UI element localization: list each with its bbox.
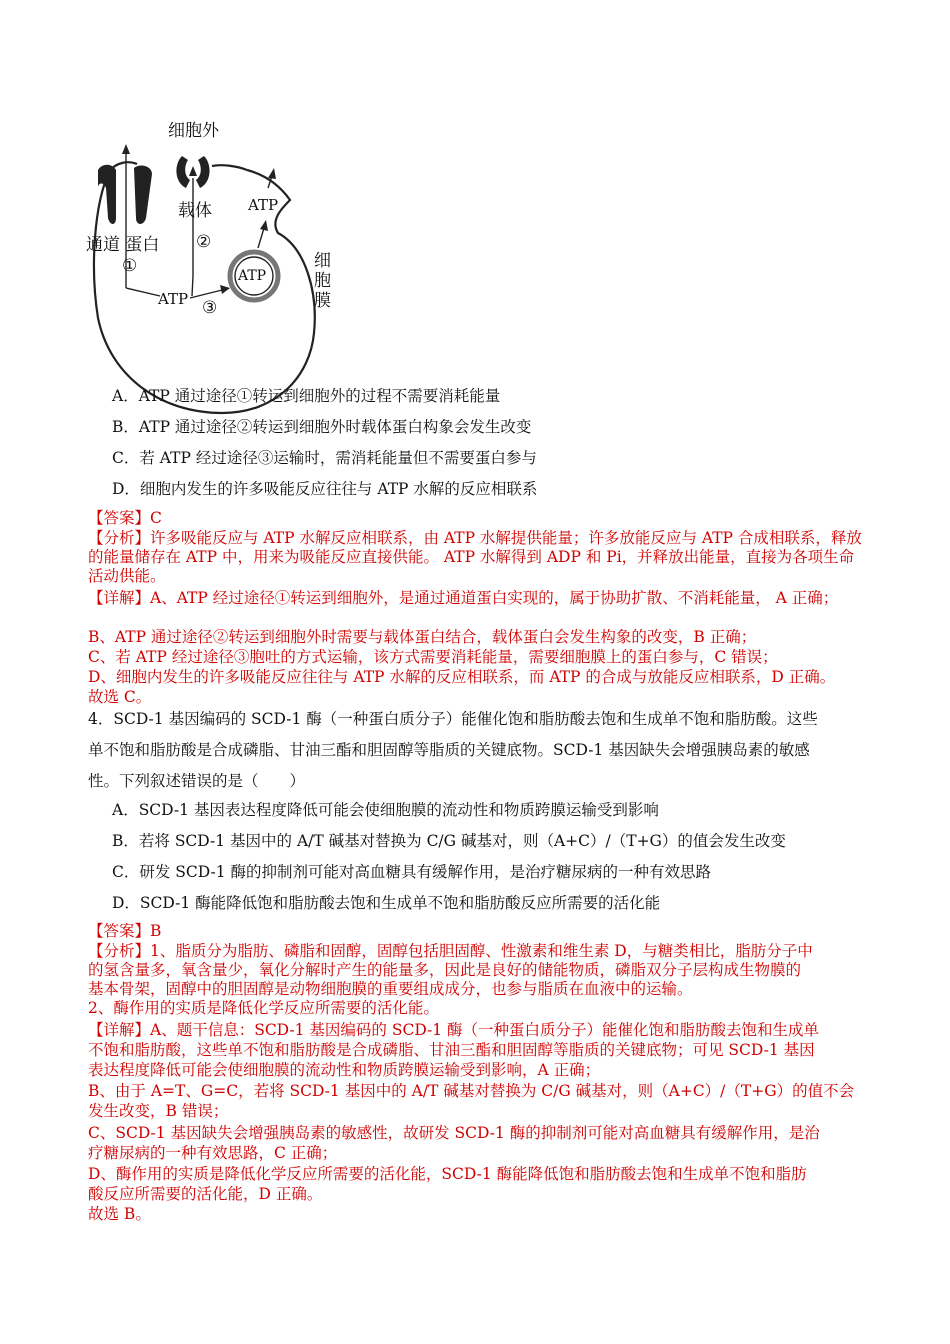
q4-stem-line-3: 性。下列叙述错误的是（ ） — [88, 772, 306, 790]
path3-label: ③ — [202, 298, 218, 318]
carrier-protein-right — [196, 156, 210, 188]
q4-option-d: D．SCD-1 酶能降低饱和脂肪酸去饱和生成单不饱和脂肪酸反应所需要的活化能 — [112, 894, 661, 912]
q4-conclusion: 故选 B。 — [88, 1205, 151, 1223]
q4-option-a: A．SCD-1 基因表达程度降低可能会使细胞膜的流动性和物质跨膜运输受到影响 — [112, 801, 659, 819]
q3-option-a: A．ATP 通过途径①转运到细胞外的过程不需要消耗能量 — [112, 387, 501, 405]
path1-label: ① — [122, 256, 138, 276]
cell-membrane-top-right — [212, 165, 247, 170]
q4-analysis-line-2: 的氢含量多，氧含量少，氧化分解时产生的能量多，因此是良好的储能物质，磷脂双分子层构成生物膜的 — [88, 961, 802, 979]
q4-detail-line-1: 【详解】A、题干信息：SCD-1 基因编码的 SCD-1 酶（一种蛋白质分子）能催化饱和脂肪酸去饱和生成单 — [88, 1021, 820, 1039]
q3-answer: 【答案】C — [88, 509, 162, 527]
q4-analysis-line-4: 2、酶作用的实质是降低化学反应所需要的活化能。 — [88, 999, 439, 1017]
q4-detail-line-8: D、酶作用的实质是降低化学反应所需要的活化能，SCD-1 酶能降低饱和脂肪酸去饱和生成单不饱和脂肪 — [88, 1165, 807, 1183]
q4-detail-line-9: 酸反应所需要的活化能，D 正确。 — [88, 1185, 323, 1203]
vesicle-exocytosis-line — [258, 228, 264, 248]
q4-detail-line-2: 不饱和脂肪酸，这些单不饱和脂肪酸是合成磷脂、甘油三酯和胆固醇等脂质的关键底物；可见 SCD-1 基因 — [88, 1041, 815, 1059]
q3-detail-c: C、若 ATP 经过途径③胞吐的方式运输，该方式需要消耗能量，需要细胞膜上的蛋白参与，C 错误； — [88, 648, 778, 666]
q4-detail-line-6: C、SCD-1 基因缺失会增强胰岛素的敏感性，故研发 SCD-1 酶的抑制剂可能对高血糖具有缓解作用，是治 — [88, 1124, 820, 1142]
carrier-label: 载体 — [178, 201, 212, 221]
channel-protein-right — [134, 166, 152, 224]
q3-option-b: B．ATP 通过途径②转运到细胞外时载体蛋白构象会发生改变 — [112, 418, 532, 436]
atp-to-path1 — [126, 288, 160, 296]
q4-stem-line-1: 4．SCD-1 基因编码的 SCD-1 酶（一种蛋白质分子）能催化饱和脂肪酸去饱和生成单不饱和脂肪酸。这些 — [88, 710, 818, 728]
q3-detail-b: B、ATP 通过途径②转运到细胞外时需要与载体蛋白结合，载体蛋白会发生构象的改变，B 正确； — [88, 628, 757, 646]
released-atp-arrowhead — [268, 168, 276, 179]
q4-stem-line-2: 单不饱和脂肪酸是合成磷脂、甘油三酯和胆固醇等脂质的关键底物。SCD-1 基因缺失会增强胰岛素的敏感 — [88, 741, 810, 759]
vesicle-atp-label: ATP — [238, 268, 267, 284]
path3-arrowhead — [220, 285, 230, 294]
q4-detail-line-7: 疗糖尿病的一种有效思路，C 正确； — [88, 1144, 338, 1162]
q4-analysis-line-3: 基本骨架，固醇中的胆固醇是动物细胞膜的重要组成成分，也参与脂质在血液中的运输。 — [88, 980, 693, 998]
q4-answer: 【答案】B — [88, 922, 162, 940]
path2-label: ② — [196, 232, 212, 252]
q3-option-c: C．若 ATP 经过途径③运输时，需消耗能量但不需要蛋白参与 — [112, 449, 537, 467]
q4-detail-line-3: 表达程度降低可能会使细胞膜的流动性和物质跨膜运输受到影响，A 正确； — [88, 1061, 601, 1079]
outside-label: 细胞外 — [168, 121, 219, 141]
q3-detail-a: 【详解】A、ATP 经过途径①转运到细胞外，是通过通道蛋白实现的，属于协助扩散、不消耗能量， A 正确； — [88, 589, 839, 607]
released-atp-label: ATP — [248, 196, 279, 214]
q3-detail-d: D、细胞内发生的许多吸能反应往往与 ATP 水解的反应相联系，而 ATP 的合成与放能反应相联系，D 正确。 — [88, 668, 836, 686]
atp-transport-figure — [82, 108, 342, 420]
path1-arrowhead — [122, 144, 130, 154]
cell-diagram — [82, 108, 342, 420]
q4-detail-line-5: 发生改变，B 错误； — [88, 1102, 229, 1120]
membrane-label-3: 膜 — [314, 291, 331, 311]
membrane-label-2: 胞 — [314, 271, 331, 291]
q3-conclusion: 故选 C。 — [88, 688, 152, 706]
q3-option-d: D．细胞内发生的许多吸能反应往往与 ATP 水解的反应相联系 — [112, 480, 538, 498]
cytosol-atp-label: ATP — [158, 290, 189, 308]
carrier-protein-left — [176, 156, 190, 188]
path3-line — [190, 290, 222, 298]
vesicle-exocytosis-arrowhead — [260, 220, 268, 231]
q4-option-c: C．研发 SCD-1 酶的抑制剂可能对高血糖具有缓解作用，是治疗糖尿病的一种有效思路 — [112, 863, 712, 881]
membrane-label-1: 细 — [314, 251, 331, 271]
q4-detail-line-4: B、由于 A=T、G=C，若将 SCD-1 基因中的 A/T 碱基对替换为 C/G 碱基对，则（A+C）/（T+G）的值不会 — [88, 1082, 855, 1100]
q4-analysis-line-1: 【分析】1、脂质分为脂肪、磷脂和固醇，固醇包括胆固醇、性激素和维生素 D，与糖类相比，脂肪分子中 — [88, 942, 813, 960]
path2-arrowhead — [189, 166, 197, 176]
q3-analysis: 【分析】许多吸能反应与 ATP 水解反应相联系，由 ATP 水解提供能量；许多放能反应与 ATP 合成相联系，释放的能量储存在 ATP 中，用来为吸能反应直接供能。 ATP 水解得到 ADP 和 Pi，并释放出能量，直接为各项生命活动供能。 — [88, 529, 862, 585]
q4-option-b: B．若将 SCD-1 基因中的 A/T 碱基对替换为 C/G 碱基对，则（A+C）/（T+G）的值会发生改变 — [112, 832, 786, 850]
channel-label: 通道 蛋白 — [86, 235, 160, 255]
